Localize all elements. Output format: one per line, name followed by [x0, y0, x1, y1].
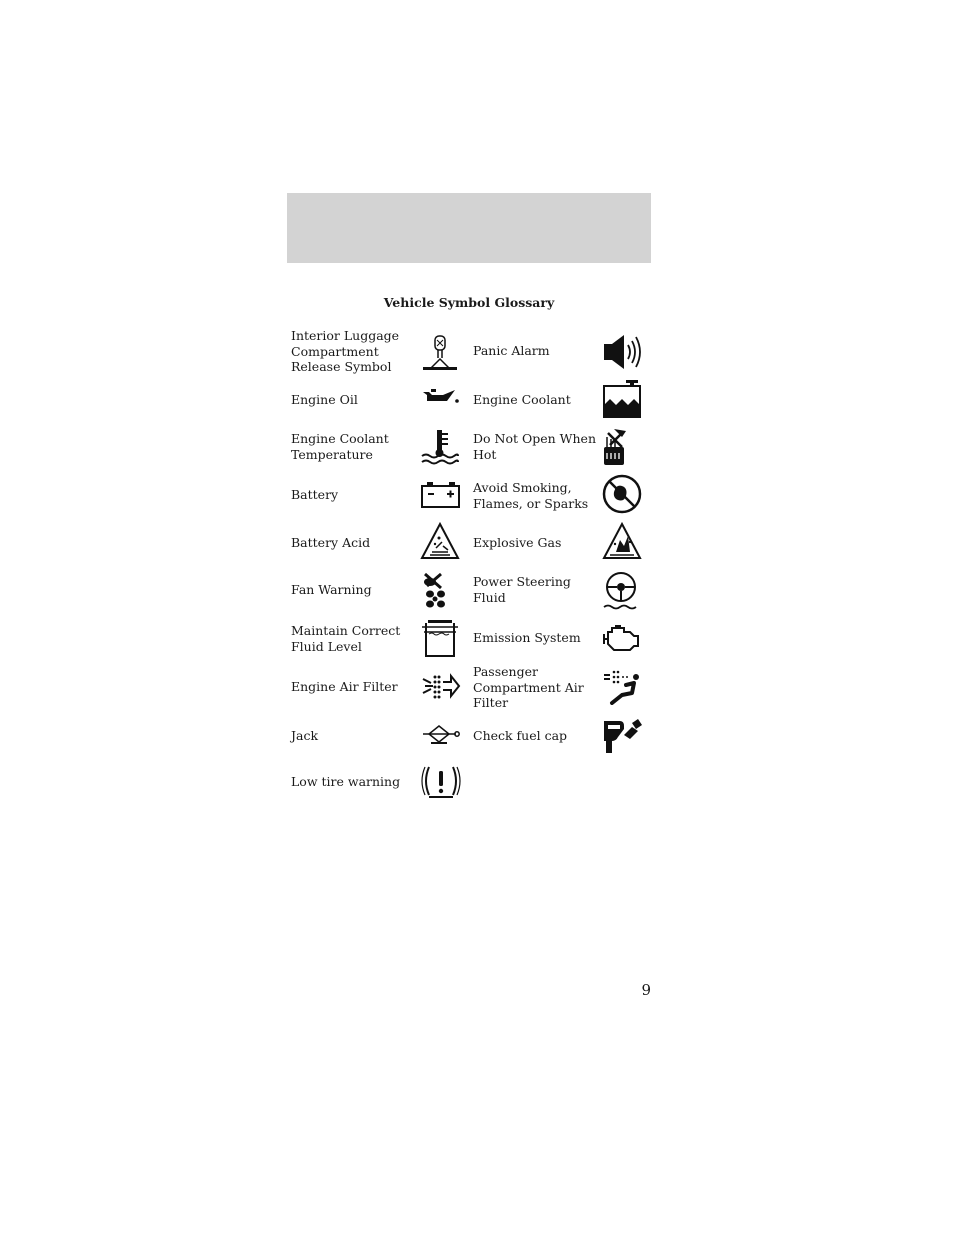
do-not-open-hot-icon — [602, 427, 630, 467]
no-smoking-icon — [602, 474, 642, 514]
trunk-release-icon — [421, 332, 459, 372]
label-power-steering: Power Steering Fluid — [473, 574, 571, 605]
coolant-temperature-icon — [420, 428, 460, 466]
label-no-smoking: Avoid Smoking, Flames, or Sparks — [473, 480, 589, 511]
label-battery: Battery — [291, 487, 339, 502]
label-fan-warning: Fan Warning — [291, 582, 372, 597]
label-do-not-open-hot: Do Not Open When Hot — [473, 431, 596, 462]
fuel-cap-icon — [602, 717, 642, 755]
label-air-filter: Engine Air Filter — [291, 679, 398, 694]
header-band — [287, 193, 651, 263]
air-filter-icon — [421, 669, 461, 703]
label-low-tire: Low tire warning — [291, 774, 401, 789]
low-tire-icon — [421, 763, 461, 801]
label-engine-coolant: Engine Coolant — [473, 392, 571, 407]
label-jack: Jack — [291, 728, 319, 743]
page-title: Vehicle Symbol Glossary — [383, 295, 555, 310]
label-panic-alarm: Panic Alarm — [473, 343, 550, 358]
label-trunk-release: Interior Luggage Compartment Release Symbol — [291, 328, 400, 374]
label-cabin-air-filter: Passenger Compartment Air Filter — [473, 664, 584, 710]
page-number: 9 — [641, 981, 651, 999]
fan-warning-icon — [421, 570, 449, 610]
engine-coolant-icon — [602, 379, 642, 419]
label-fuel-cap: Check fuel cap — [473, 728, 568, 743]
power-steering-icon — [602, 570, 642, 610]
emission-system-icon — [602, 624, 642, 652]
battery-acid-icon — [420, 522, 460, 560]
panic-alarm-icon — [602, 332, 642, 372]
label-engine-oil: Engine Oil — [291, 392, 358, 407]
jack-icon — [421, 724, 461, 746]
label-coolant-temperature: Engine Coolant Temperature — [291, 431, 389, 462]
fluid-level-icon — [421, 618, 459, 658]
label-fluid-level: Maintain Correct Fluid Level — [291, 623, 401, 654]
cabin-air-filter-icon — [602, 669, 642, 705]
label-explosive-gas: Explosive Gas — [473, 535, 562, 550]
label-battery-acid: Battery Acid — [291, 535, 371, 550]
engine-oil-icon — [421, 386, 461, 408]
explosive-gas-icon — [602, 522, 642, 560]
label-emission-system: Emission System — [473, 630, 581, 645]
battery-icon — [421, 481, 461, 509]
